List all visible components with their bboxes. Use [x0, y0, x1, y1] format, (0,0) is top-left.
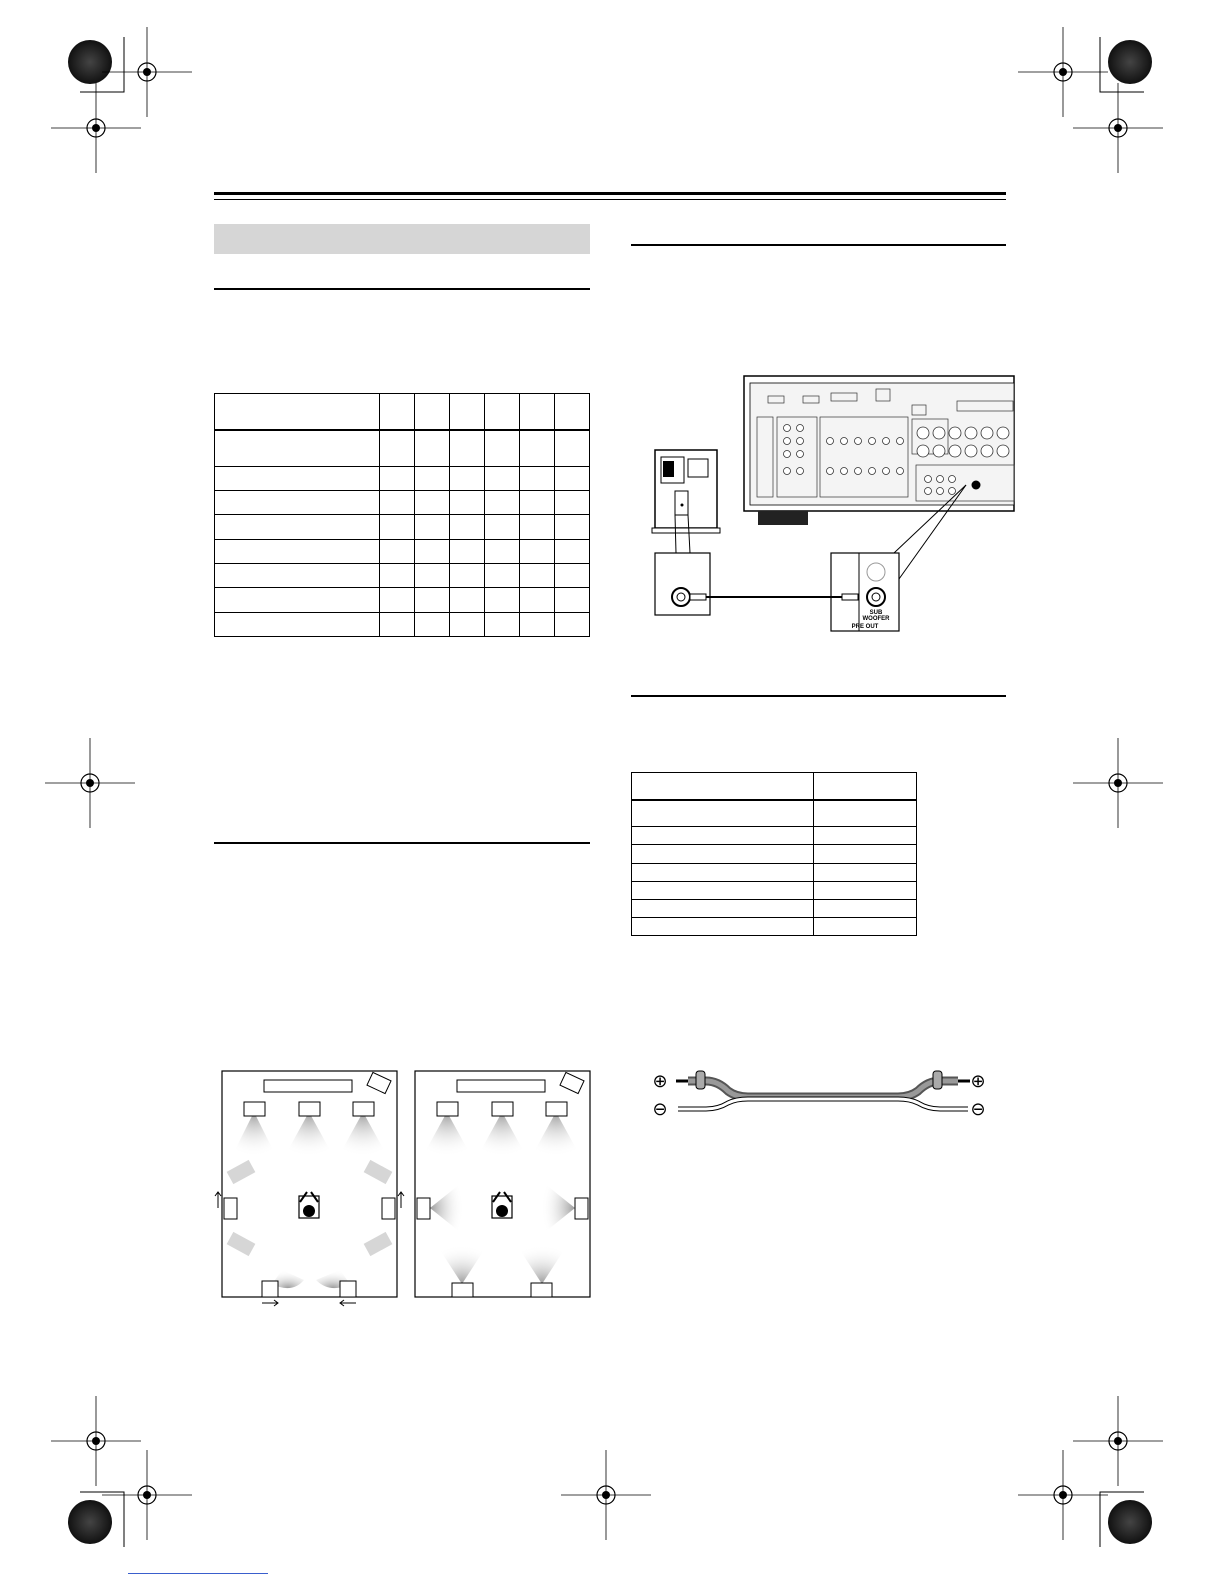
wire-table-cell: [632, 881, 814, 899]
speaker-table-cell: [555, 466, 590, 490]
speaker-placement-diagrams: [212, 1066, 592, 1306]
subwoofer-jack-label-line2: WOOFER: [862, 616, 890, 622]
speaker-table-cell: [555, 539, 590, 563]
speaker-table-cell: [450, 394, 485, 430]
speaker-table-cell: [520, 491, 555, 515]
speaker-table-cell: [380, 612, 415, 636]
speaker-table-cell: [415, 612, 450, 636]
wire-table-row: [632, 881, 917, 899]
corner-burst-bottom-left: [68, 1500, 112, 1544]
speaker-table-cell: [450, 430, 485, 466]
speaker-table-cell: [380, 430, 415, 466]
speaker-table-cell: [215, 394, 380, 430]
subsection-rule-3: [631, 244, 1006, 246]
speaker-table-cell: [520, 515, 555, 539]
wire-table-row: [632, 827, 917, 845]
speaker-table-cell: [380, 564, 415, 588]
wire-table-row: [632, 845, 917, 863]
speaker-table-cell: [215, 515, 380, 539]
speaker-table-cell: [485, 430, 520, 466]
section-banner: [214, 224, 590, 254]
speaker-table-cell: [215, 564, 380, 588]
speaker-table-cell: [520, 588, 555, 612]
speaker-table-cell: [450, 515, 485, 539]
footer-link[interactable]: [128, 1572, 268, 1574]
speaker-table-cell: [485, 612, 520, 636]
speaker-table-cell: [555, 612, 590, 636]
speaker-table-cell: [485, 515, 520, 539]
receiver-rear-panel: [744, 376, 1014, 525]
wire-table-cell: [814, 899, 917, 917]
wire-table-cell: [632, 773, 814, 800]
speaker-table-cell: [415, 539, 450, 563]
speaker-table-cell: [520, 564, 555, 588]
speaker-table-cell: [450, 612, 485, 636]
wire-table-cell: [814, 773, 917, 800]
speaker-table-cell: [415, 430, 450, 466]
plus-symbol-right: ⊕: [970, 1071, 986, 1092]
speaker-table-cell: [415, 491, 450, 515]
speaker-table-cell: [555, 491, 590, 515]
pre-out-group-label: PRE OUT: [851, 624, 879, 630]
speaker-table-row: [215, 564, 590, 588]
speaker-table-cell: [485, 539, 520, 563]
speaker-table-cell: [215, 612, 380, 636]
speaker-table-cell: [450, 491, 485, 515]
wire-table-cell: [814, 845, 917, 863]
speaker-wire-table: [631, 772, 917, 936]
speaker-table-cell: [450, 466, 485, 490]
speaker-table-cell: [415, 394, 450, 430]
speaker-table-row: [215, 612, 590, 636]
wire-table-cell: [632, 899, 814, 917]
speaker-configuration-table: [214, 393, 590, 637]
speaker-table-cell: [485, 466, 520, 490]
speaker-table-row: [215, 588, 590, 612]
speaker-table-cell: [380, 466, 415, 490]
speaker-table-cell: [520, 612, 555, 636]
wire-table-cell: [814, 917, 917, 935]
wire-table-cell: [814, 863, 917, 881]
speaker-table-cell: [215, 491, 380, 515]
subwoofer-connection-diagram: [630, 373, 1015, 638]
minus-symbol-right: ⊖: [970, 1099, 986, 1120]
subwoofer-jack-label-line1: SUB: [869, 610, 883, 616]
speaker-table-row: [215, 466, 590, 490]
wire-table-row: [632, 863, 917, 881]
speaker-table-cell: [215, 588, 380, 612]
subsection-rule-4: [631, 695, 1006, 697]
speaker-table-cell: [555, 588, 590, 612]
wire-table-cell: [632, 827, 814, 845]
speaker-table-cell: [450, 539, 485, 563]
header-rule-thin: [214, 199, 1006, 200]
speaker-table-cell: [415, 564, 450, 588]
speaker-table-cell: [380, 515, 415, 539]
speaker-table-cell: [485, 491, 520, 515]
subwoofer-unit: [652, 450, 720, 533]
corner-burst-top-right: [1108, 40, 1152, 84]
speaker-table-cell: [215, 539, 380, 563]
speaker-table-cell: [555, 394, 590, 430]
speaker-table-cell: [485, 394, 520, 430]
speaker-table-cell: [555, 515, 590, 539]
wire-table-row: [632, 773, 917, 800]
wire-table-cell: [632, 917, 814, 935]
wire-table-row: [632, 800, 917, 827]
wire-table-cell: [632, 863, 814, 881]
wire-table-cell: [632, 800, 814, 827]
wire-table-cell: [632, 845, 814, 863]
speaker-table-cell: [485, 588, 520, 612]
minus-symbol-left: ⊖: [652, 1099, 668, 1120]
speaker-table-cell: [215, 466, 380, 490]
speaker-table-cell: [380, 491, 415, 515]
wire-table-cell: [814, 827, 917, 845]
speaker-wire-diagram: [648, 1063, 988, 1123]
plus-symbol-left: ⊕: [652, 1071, 668, 1092]
speaker-table-cell: [215, 430, 380, 466]
header-rule-thick: [214, 192, 1006, 195]
speaker-table-cell: [520, 394, 555, 430]
placement-diagram-right: [415, 1071, 590, 1297]
speaker-table-cell: [555, 430, 590, 466]
speaker-table-cell: [520, 430, 555, 466]
speaker-table-row: [215, 394, 590, 430]
speaker-table-cell: [380, 588, 415, 612]
wire-table-cell: [814, 881, 917, 899]
speaker-table-cell: [415, 588, 450, 612]
speaker-table-cell: [555, 564, 590, 588]
speaker-table-row: [215, 539, 590, 563]
wire-table-row: [632, 917, 917, 935]
wire-table-cell: [814, 800, 917, 827]
speaker-table-cell: [380, 539, 415, 563]
subsection-rule-1: [214, 288, 590, 290]
speaker-table-row: [215, 430, 590, 466]
speaker-table-row: [215, 491, 590, 515]
speaker-table-cell: [520, 539, 555, 563]
speaker-table-cell: [520, 466, 555, 490]
placement-diagram-left: [215, 1071, 404, 1306]
speaker-table-cell: [380, 394, 415, 430]
wire-table-row: [632, 899, 917, 917]
speaker-table-cell: [415, 466, 450, 490]
speaker-table-cell: [415, 515, 450, 539]
corner-burst-top-left: [68, 40, 112, 84]
corner-burst-bottom-right: [1108, 1500, 1152, 1544]
subsection-rule-2: [214, 842, 590, 844]
speaker-table-cell: [450, 588, 485, 612]
speaker-table-cell: [450, 564, 485, 588]
speaker-table-cell: [485, 564, 520, 588]
speaker-table-row: [215, 515, 590, 539]
